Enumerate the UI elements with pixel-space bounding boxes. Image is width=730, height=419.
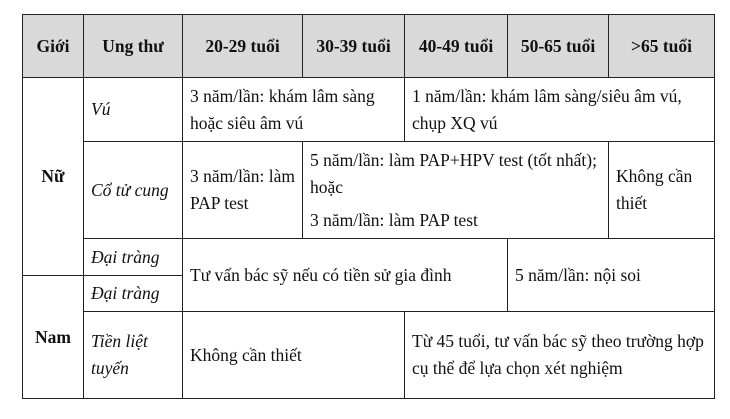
table-row-cervix <box>23 142 715 239</box>
prostate-under-45: Không cần thiết <box>183 312 405 399</box>
header-age-50-65: 50-65 tuổi <box>508 15 609 78</box>
table-row-breast <box>23 78 715 142</box>
cancer-prostate: Tiền liệt tuyến <box>84 312 183 399</box>
prostate-from-45: Từ 45 tuổi, tư vấn bác sỹ theo trường hợp cụ thể để lựa chọn xét nghiệm <box>405 312 715 399</box>
header-age-40-49: 40-49 tuổi <box>405 15 508 78</box>
breast-from-40: 1 năm/lần: khám lâm sàng/siêu âm vú, chụp XQ vú <box>405 78 715 142</box>
header-cancer: Ung thư <box>84 15 183 78</box>
cervix-primary-option: 5 năm/lần: làm PAP+HPV test (tốt nhất); hoặc <box>310 149 597 197</box>
cervix-age-20-29: 3 năm/lần: làm PAP test <box>183 142 303 239</box>
cancer-colon-male: Đại tràng <box>84 276 183 312</box>
header-row <box>23 15 715 78</box>
colon-under-50: Tư vấn bác sỹ nếu có tiền sử gia đình <box>183 239 508 312</box>
cancer-colon-female: Đại tràng <box>84 239 183 276</box>
cervix-age-30-65 <box>303 142 609 239</box>
colon-from-50: 5 năm/lần: nội soi <box>508 239 715 312</box>
table-row-prostate <box>23 312 715 399</box>
breast-under-40: 3 năm/lần: khám lâm sàng hoặc siêu âm vú <box>183 78 405 142</box>
cancer-cervix: Cổ tử cung <box>84 142 183 239</box>
header-sex: Giới <box>23 15 84 78</box>
cancer-breast: Vú <box>84 78 183 142</box>
sex-male: Nam <box>23 276 84 399</box>
cervix-alternative-option: 3 năm/lần: làm PAP test <box>310 209 478 230</box>
sex-female: Nữ <box>23 78 84 276</box>
header-age-65-plus: >65 tuổi <box>609 15 715 78</box>
screening-table <box>22 14 715 399</box>
header-age-20-29: 20-29 tuổi <box>183 15 303 78</box>
header-age-30-39: 30-39 tuổi <box>303 15 405 78</box>
table-row-colon-female <box>23 239 715 276</box>
cervix-age-65-plus: Không cần thiết <box>609 142 715 239</box>
